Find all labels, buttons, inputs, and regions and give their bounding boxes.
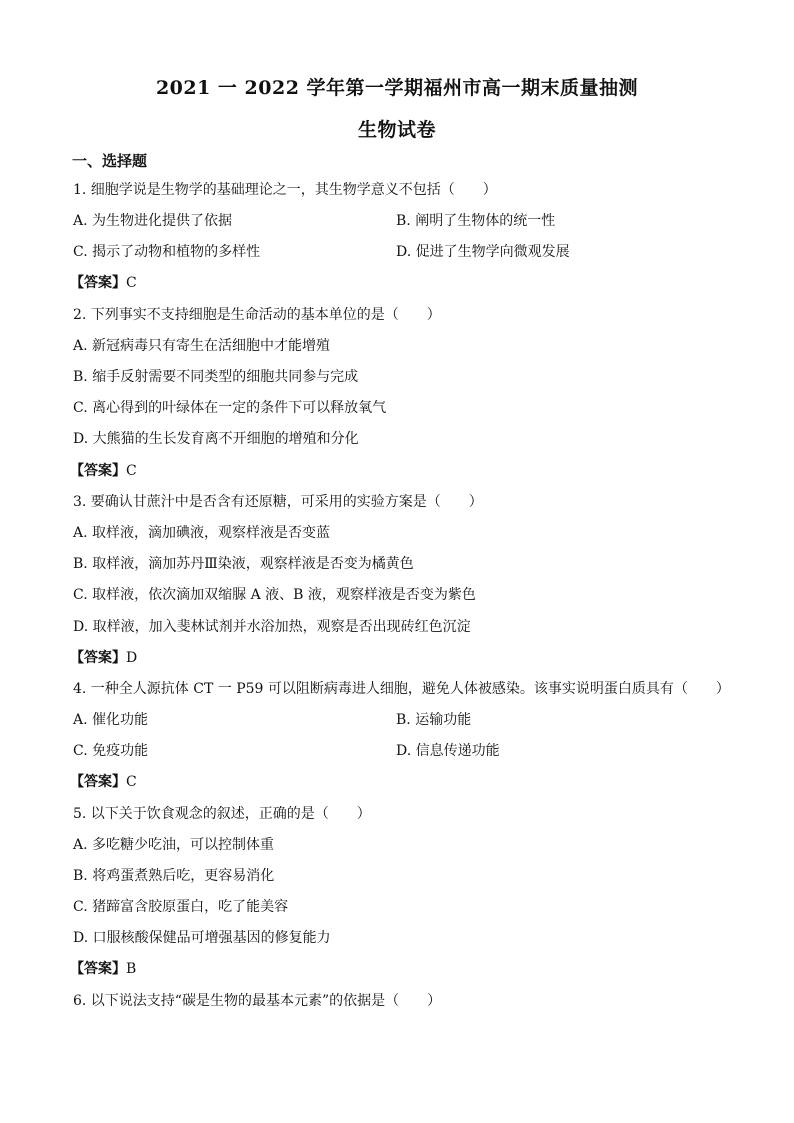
answer-tag: 【答案】 bbox=[70, 275, 126, 291]
answer-tag: 【答案】 bbox=[70, 463, 126, 479]
answer-value: C bbox=[126, 275, 137, 291]
question-2-answer bbox=[70, 462, 137, 480]
question-4-answer bbox=[70, 773, 137, 791]
question-1-option-d: D. 促进了生物学向微观发展 bbox=[396, 244, 570, 260]
question-5-option-a: A. 多吃糖少吃油，可以控制体重 bbox=[73, 837, 275, 853]
question-4-option-a: A. 催化功能 bbox=[73, 712, 149, 728]
exam-subtitle: 生物试卷 bbox=[357, 119, 436, 141]
question-4-stem: 4. 一种全人源抗体 CT 一 P59 可以阻断病毒进人细胞，避免人体被感染。该事实说明蛋白质具有（ ） bbox=[73, 681, 730, 697]
question-5-option-c: C. 猪蹄富含胶原蛋白，吃了能美容 bbox=[73, 899, 289, 915]
question-3-answer bbox=[70, 649, 137, 667]
question-2-option-b: B. 缩手反射需要不同类型的细胞共同参与完成 bbox=[73, 369, 359, 385]
question-6-stem: 6. 以下说法支持“碳是生物的最基本元素”的依据是（ ） bbox=[73, 993, 442, 1009]
question-3-stem: 3. 要确认甘蔗汁中是否含有还原糖，可采用的实验方案是（ ） bbox=[73, 494, 483, 510]
answer-value: C bbox=[126, 463, 137, 479]
question-5-stem: 5. 以下关于饮食观念的叙述，正确的是（ ） bbox=[73, 806, 371, 822]
question-3-option-a: A. 取样液，滴加碘液，观察样液是否变蓝 bbox=[73, 525, 331, 541]
answer-tag: 【答案】 bbox=[70, 650, 126, 666]
answer-value: D bbox=[126, 650, 138, 666]
section-heading: 一、选择题 bbox=[72, 152, 148, 170]
question-4-option-b: B. 运输功能 bbox=[396, 712, 472, 728]
question-3-option-d: D. 取样液，加入斐林试剂并水浴加热，观察是否出现砖红色沉淀 bbox=[73, 619, 471, 635]
question-1-option-c: C. 揭示了动物和植物的多样性 bbox=[73, 244, 261, 260]
question-5-answer bbox=[70, 960, 136, 978]
question-3-option-b: B. 取样液，滴加苏丹Ⅲ染液，观察样液是否变为橘黄色 bbox=[73, 556, 414, 572]
question-4-option-d: D. 信息传递功能 bbox=[396, 743, 500, 759]
question-5-option-d: D. 口服核酸保健品可增强基因的修复能力 bbox=[73, 930, 331, 946]
answer-tag: 【答案】 bbox=[70, 961, 126, 977]
question-2-option-c: C. 离心得到的叶绿体在一定的条件下可以释放氧气 bbox=[73, 400, 387, 416]
question-1-option-a: A. 为生物进化提供了依据 bbox=[73, 213, 233, 229]
question-2-stem: 2. 下列事实不支持细胞是生命活动的基本单位的是（ ） bbox=[73, 307, 441, 323]
exam-title: 2021 一 2022 学年第一学期福州市高一期末质量抽测 bbox=[155, 77, 639, 99]
question-5-option-b: B. 将鸡蛋煮熟后吃，更容易消化 bbox=[73, 868, 275, 884]
question-2-option-a: A. 新冠病毒只有寄生在活细胞中才能增殖 bbox=[73, 338, 331, 354]
answer-tag: 【答案】 bbox=[70, 774, 126, 790]
question-3-option-c: C. 取样液，依次滴加双缩脲 A 液、B 液，观察样液是否变为紫色 bbox=[73, 587, 476, 603]
question-1-answer bbox=[70, 274, 137, 292]
question-1-stem: 1. 细胞学说是生物学的基础理论之一，其生物学意义不包括（ ） bbox=[73, 182, 497, 198]
answer-value: B bbox=[126, 961, 137, 977]
question-2-option-d: D. 大熊猫的生长发育离不开细胞的增殖和分化 bbox=[73, 431, 359, 447]
answer-value: C bbox=[126, 774, 137, 790]
question-4-option-c: C. 免疫功能 bbox=[73, 743, 149, 759]
question-1-option-b: B. 阐明了生物体的统一性 bbox=[396, 213, 556, 229]
